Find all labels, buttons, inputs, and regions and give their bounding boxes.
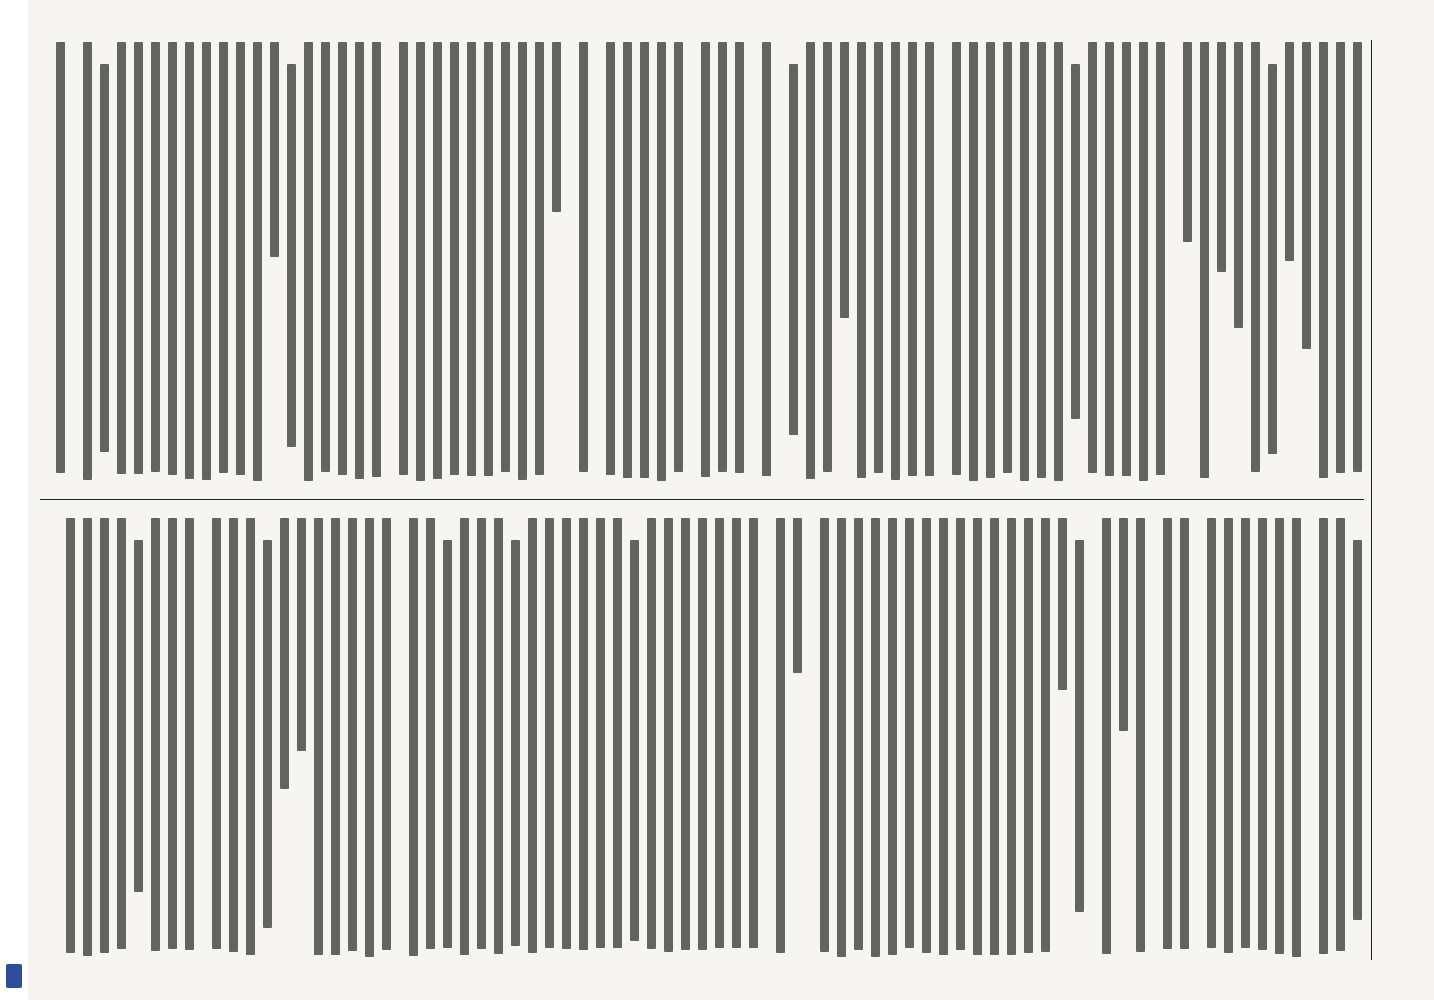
text-line <box>1020 42 1029 481</box>
text-line <box>304 42 313 481</box>
text-line <box>823 42 832 472</box>
text-line <box>857 42 866 478</box>
text-line <box>168 518 177 949</box>
text-line <box>399 42 408 475</box>
text-line <box>701 42 710 477</box>
text-line <box>212 518 221 949</box>
text-line <box>229 518 238 952</box>
text-line <box>579 518 588 950</box>
text-line <box>1241 518 1250 948</box>
text-line <box>952 42 961 475</box>
text-line <box>535 42 544 475</box>
text-line <box>100 518 109 953</box>
text-line <box>134 540 143 892</box>
text-line <box>1234 42 1243 328</box>
text-line <box>1075 540 1084 912</box>
text-line <box>1251 42 1260 472</box>
text-line <box>793 518 802 673</box>
text-line <box>338 42 347 475</box>
digitization-footer <box>0 0 28 1000</box>
text-line <box>579 42 588 472</box>
text-line <box>1353 540 1362 920</box>
text-line <box>83 518 92 956</box>
text-line <box>630 540 639 941</box>
text-line <box>518 42 527 480</box>
text-line <box>1353 42 1362 472</box>
text-line <box>613 518 622 948</box>
text-line <box>1319 518 1328 954</box>
text-line <box>117 518 126 949</box>
text-line <box>969 42 978 481</box>
text-line <box>1122 42 1131 476</box>
text-line <box>664 518 673 952</box>
paragraph-gap <box>1145 518 1155 958</box>
text-line <box>202 42 211 480</box>
text-line <box>219 42 228 473</box>
text-line <box>1071 64 1080 419</box>
text-line <box>888 518 897 955</box>
text-line <box>806 42 815 479</box>
text-line <box>1041 518 1050 952</box>
text-line <box>185 518 194 950</box>
column-divider <box>40 499 1364 500</box>
text-line <box>1156 42 1165 475</box>
text-line <box>484 42 493 476</box>
text-line <box>1217 42 1226 272</box>
text-line <box>657 42 666 481</box>
text-line <box>1207 518 1216 948</box>
text-line <box>1180 518 1189 949</box>
text-line <box>749 518 758 948</box>
text-line <box>837 518 846 957</box>
text-line <box>433 42 442 479</box>
text-line <box>528 518 537 953</box>
text-line <box>443 540 452 948</box>
text-line <box>246 518 255 955</box>
text-line <box>1319 42 1328 478</box>
paragraph-gap <box>934 42 944 482</box>
text-line <box>874 42 883 473</box>
text-line <box>1037 42 1046 478</box>
text-line <box>263 540 272 928</box>
text-line <box>355 42 364 479</box>
text-line <box>871 518 880 957</box>
text-line <box>117 42 126 474</box>
text-line <box>1024 518 1033 953</box>
paragraph-gap <box>65 42 75 482</box>
text-line <box>297 518 306 751</box>
text-line <box>762 42 771 476</box>
text-line <box>236 42 245 475</box>
text-line <box>854 518 863 950</box>
text-line <box>925 42 934 476</box>
text-line <box>477 518 486 949</box>
text-line <box>986 42 995 478</box>
text-line <box>1258 518 1267 950</box>
text-line <box>939 518 948 955</box>
text-line <box>1102 518 1111 954</box>
text-line <box>1275 518 1284 954</box>
text-line <box>674 42 683 472</box>
text-line <box>1285 42 1294 261</box>
paragraph-gap <box>1189 518 1199 958</box>
text-line <box>1136 518 1145 952</box>
text-line <box>1336 518 1345 951</box>
text-line <box>270 42 279 257</box>
text-line <box>1336 42 1345 473</box>
paragraph-gap <box>1165 42 1175 482</box>
text-line <box>1268 64 1277 454</box>
text-line <box>1007 518 1016 955</box>
text-line <box>1183 42 1192 242</box>
text-line <box>640 42 649 478</box>
paragraph-gap <box>1084 518 1094 958</box>
text-line <box>372 42 381 477</box>
text-line <box>253 42 262 481</box>
text-line <box>732 518 741 948</box>
text-line <box>1119 518 1128 731</box>
text-line <box>596 518 605 948</box>
paragraph-gap <box>744 42 754 482</box>
text-line <box>681 518 690 950</box>
text-line <box>426 518 435 949</box>
text-line <box>990 518 999 955</box>
text-line <box>905 518 914 948</box>
text-line <box>83 42 92 480</box>
text-line <box>623 42 632 478</box>
text-line <box>467 42 476 476</box>
text-line <box>562 518 571 949</box>
dfg-logo-icon <box>6 964 22 988</box>
text-line <box>501 42 510 472</box>
scanned-page <box>6 0 1434 1000</box>
text-line <box>151 518 160 951</box>
text-line <box>647 518 656 949</box>
text-line <box>545 518 554 948</box>
text-line <box>409 518 418 956</box>
text-line <box>287 64 296 447</box>
text-line <box>820 518 829 952</box>
paragraph-gap <box>194 518 204 958</box>
text-line <box>735 42 744 473</box>
text-line <box>1003 42 1012 473</box>
paragraph-gap <box>683 42 693 482</box>
text-line <box>331 518 340 955</box>
text-line <box>494 518 503 954</box>
header-rule <box>1371 40 1372 960</box>
text-line <box>891 42 900 480</box>
text-line <box>606 42 615 475</box>
text-line <box>698 518 707 950</box>
text-line <box>168 42 177 475</box>
text-line <box>134 42 143 474</box>
paragraph-gap <box>561 42 571 482</box>
paragraph-gap <box>802 518 812 958</box>
paragraph-gap <box>758 518 768 958</box>
text-line <box>511 540 520 946</box>
text-line <box>1163 518 1172 949</box>
text-line <box>1200 42 1209 478</box>
text-line <box>314 518 323 955</box>
text-line <box>908 42 917 476</box>
text-line <box>1139 42 1148 481</box>
text-line <box>348 518 357 951</box>
text-line <box>552 42 561 212</box>
text-line <box>1058 518 1067 690</box>
text-line <box>450 42 459 475</box>
text-line <box>100 64 109 452</box>
text-line <box>718 42 727 472</box>
paragraph-gap <box>381 42 391 482</box>
text-line <box>1224 518 1233 953</box>
text-line <box>1105 42 1114 476</box>
text-line <box>280 518 289 789</box>
text-line <box>1088 42 1097 473</box>
paragraph-gap <box>771 42 781 482</box>
text-line <box>776 518 785 953</box>
text-line <box>922 518 931 953</box>
text-line <box>56 42 65 473</box>
paragraph-gap <box>391 518 401 958</box>
text-line <box>956 518 965 950</box>
text-column-left <box>42 42 1362 482</box>
text-line <box>973 518 982 955</box>
page-header <box>1374 40 1402 960</box>
text-column-right <box>42 518 1362 958</box>
text-line <box>365 518 374 957</box>
text-line <box>460 518 469 955</box>
text-line <box>66 518 75 953</box>
text-line <box>151 42 160 472</box>
text-line <box>840 42 849 318</box>
paragraph-gap <box>588 42 598 482</box>
text-line <box>1302 42 1311 349</box>
text-line <box>789 64 798 435</box>
text-line <box>1054 42 1063 481</box>
text-line <box>715 518 724 948</box>
text-line <box>1292 518 1301 957</box>
text-line <box>185 42 194 479</box>
paragraph-gap <box>1301 518 1311 958</box>
text-line <box>382 518 391 950</box>
page-content <box>20 0 1420 1000</box>
text-line <box>416 42 425 481</box>
text-line <box>321 42 330 472</box>
